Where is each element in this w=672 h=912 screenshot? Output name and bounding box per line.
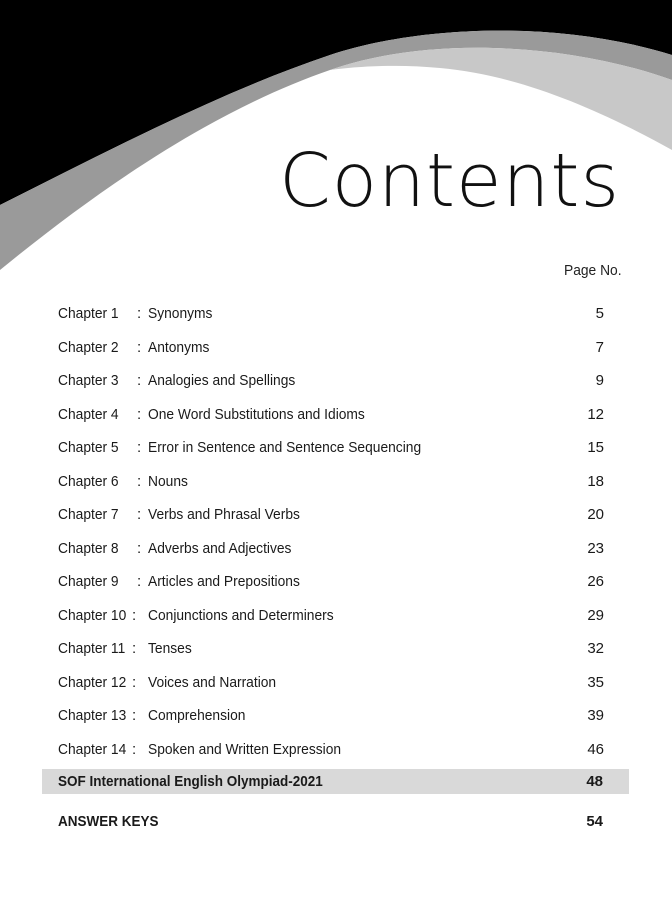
toc-row[interactable]: Chapter 4 : One Word Substitutions and Idioms 12	[42, 398, 630, 432]
toc-row[interactable]: Chapter 1 : Synonyms 5	[42, 297, 630, 331]
answer-keys-row[interactable]	[42, 809, 629, 834]
toc-row[interactable]: Chapter 11 : Tenses 32	[42, 632, 630, 666]
toc-row[interactable]: Chapter 6 : Nouns 18	[42, 465, 630, 499]
toc-row[interactable]: Chapter 8 : Adverbs and Adjectives 23	[42, 532, 630, 566]
toc-row[interactable]: Chapter 14 : Spoken and Written Expression 46	[42, 733, 630, 767]
chapter-title: Nouns	[148, 472, 188, 490]
chapter-number: Chapter 4	[58, 405, 119, 423]
answer-keys-page: 54	[586, 813, 603, 830]
olympiad-row[interactable]	[42, 769, 629, 794]
chapter-number: Chapter 6	[58, 472, 119, 490]
chapter-title: One Word Substitutions and Idioms	[148, 405, 365, 423]
chapter-title: Synonyms	[148, 305, 213, 322]
chapter-title: Conjunctions and Determiners	[148, 606, 334, 624]
chapter-page: 20	[587, 506, 604, 523]
chapter-page: 15	[587, 439, 604, 456]
chapter-page: 32	[587, 640, 604, 657]
table-of-contents	[42, 297, 630, 766]
chapter-page: 26	[587, 573, 604, 590]
chapter-page: 7	[595, 338, 604, 356]
toc-row[interactable]: Chapter 10 : Conjunctions and Determiners 29	[42, 599, 630, 633]
chapter-number: Chapter 13	[58, 707, 127, 724]
toc-row[interactable]: Chapter 7 : Verbs and Phrasal Verbs 20	[42, 498, 630, 532]
chapter-number: Chapter 12	[58, 673, 127, 691]
toc-row[interactable]: Chapter 2 : Antonyms 7	[42, 331, 630, 365]
toc-row[interactable]: Chapter 9 : Articles and Prepositions 26	[42, 565, 630, 599]
chapter-page: 46	[587, 740, 604, 758]
chapter-page: 5	[595, 305, 604, 322]
chapter-title: Voices and Narration	[148, 673, 277, 691]
toc-row[interactable]: Chapter 13 : Comprehension 39	[42, 699, 630, 733]
chapter-page: 29	[587, 606, 604, 624]
page-title: Contents	[279, 138, 620, 224]
chapter-title: Comprehension	[148, 707, 246, 724]
chapter-number: Chapter 5	[58, 439, 119, 456]
chapter-page: 35	[587, 673, 604, 691]
chapter-page: 12	[587, 405, 604, 423]
chapter-number: Chapter 14	[58, 740, 127, 758]
chapter-page: 9	[595, 372, 604, 389]
chapter-number: Chapter 11	[58, 640, 126, 657]
chapter-title: Antonyms	[148, 338, 210, 356]
olympiad-page: 48	[586, 773, 603, 790]
toc-row[interactable]: Chapter 5 : Error in Sentence and Sentence Sequencing 15	[42, 431, 630, 465]
chapter-number: Chapter 7	[58, 506, 119, 523]
chapter-title: Tenses	[148, 640, 192, 657]
toc-row[interactable]: Chapter 12 : Voices and Narration 35	[42, 666, 630, 700]
chapter-page: 18	[587, 472, 604, 490]
olympiad-label: SOF International English Olympiad-2021	[58, 773, 323, 790]
chapter-title: Error in Sentence and Sentence Sequencing	[148, 439, 422, 456]
chapter-number: Chapter 9	[58, 573, 119, 590]
chapter-title: Analogies and Spellings	[148, 372, 296, 389]
chapter-number: Chapter 1	[58, 305, 119, 322]
answer-keys-label: ANSWER KEYS	[58, 813, 159, 830]
page-no-header: Page No.	[564, 262, 622, 279]
chapter-title: Articles and Prepositions	[148, 573, 300, 590]
chapter-number: Chapter 8	[58, 539, 119, 557]
chapter-title: Verbs and Phrasal Verbs	[148, 506, 300, 523]
chapter-number: Chapter 3	[58, 372, 119, 389]
toc-row[interactable]: Chapter 3 : Analogies and Spellings 9	[42, 364, 630, 398]
chapter-title: Adverbs and Adjectives	[148, 539, 292, 557]
chapter-number: Chapter 10	[58, 606, 127, 624]
chapter-number: Chapter 2	[58, 338, 119, 356]
chapter-page: 39	[587, 707, 604, 724]
chapter-title: Spoken and Written Expression	[148, 740, 342, 758]
chapter-page: 23	[587, 539, 604, 557]
